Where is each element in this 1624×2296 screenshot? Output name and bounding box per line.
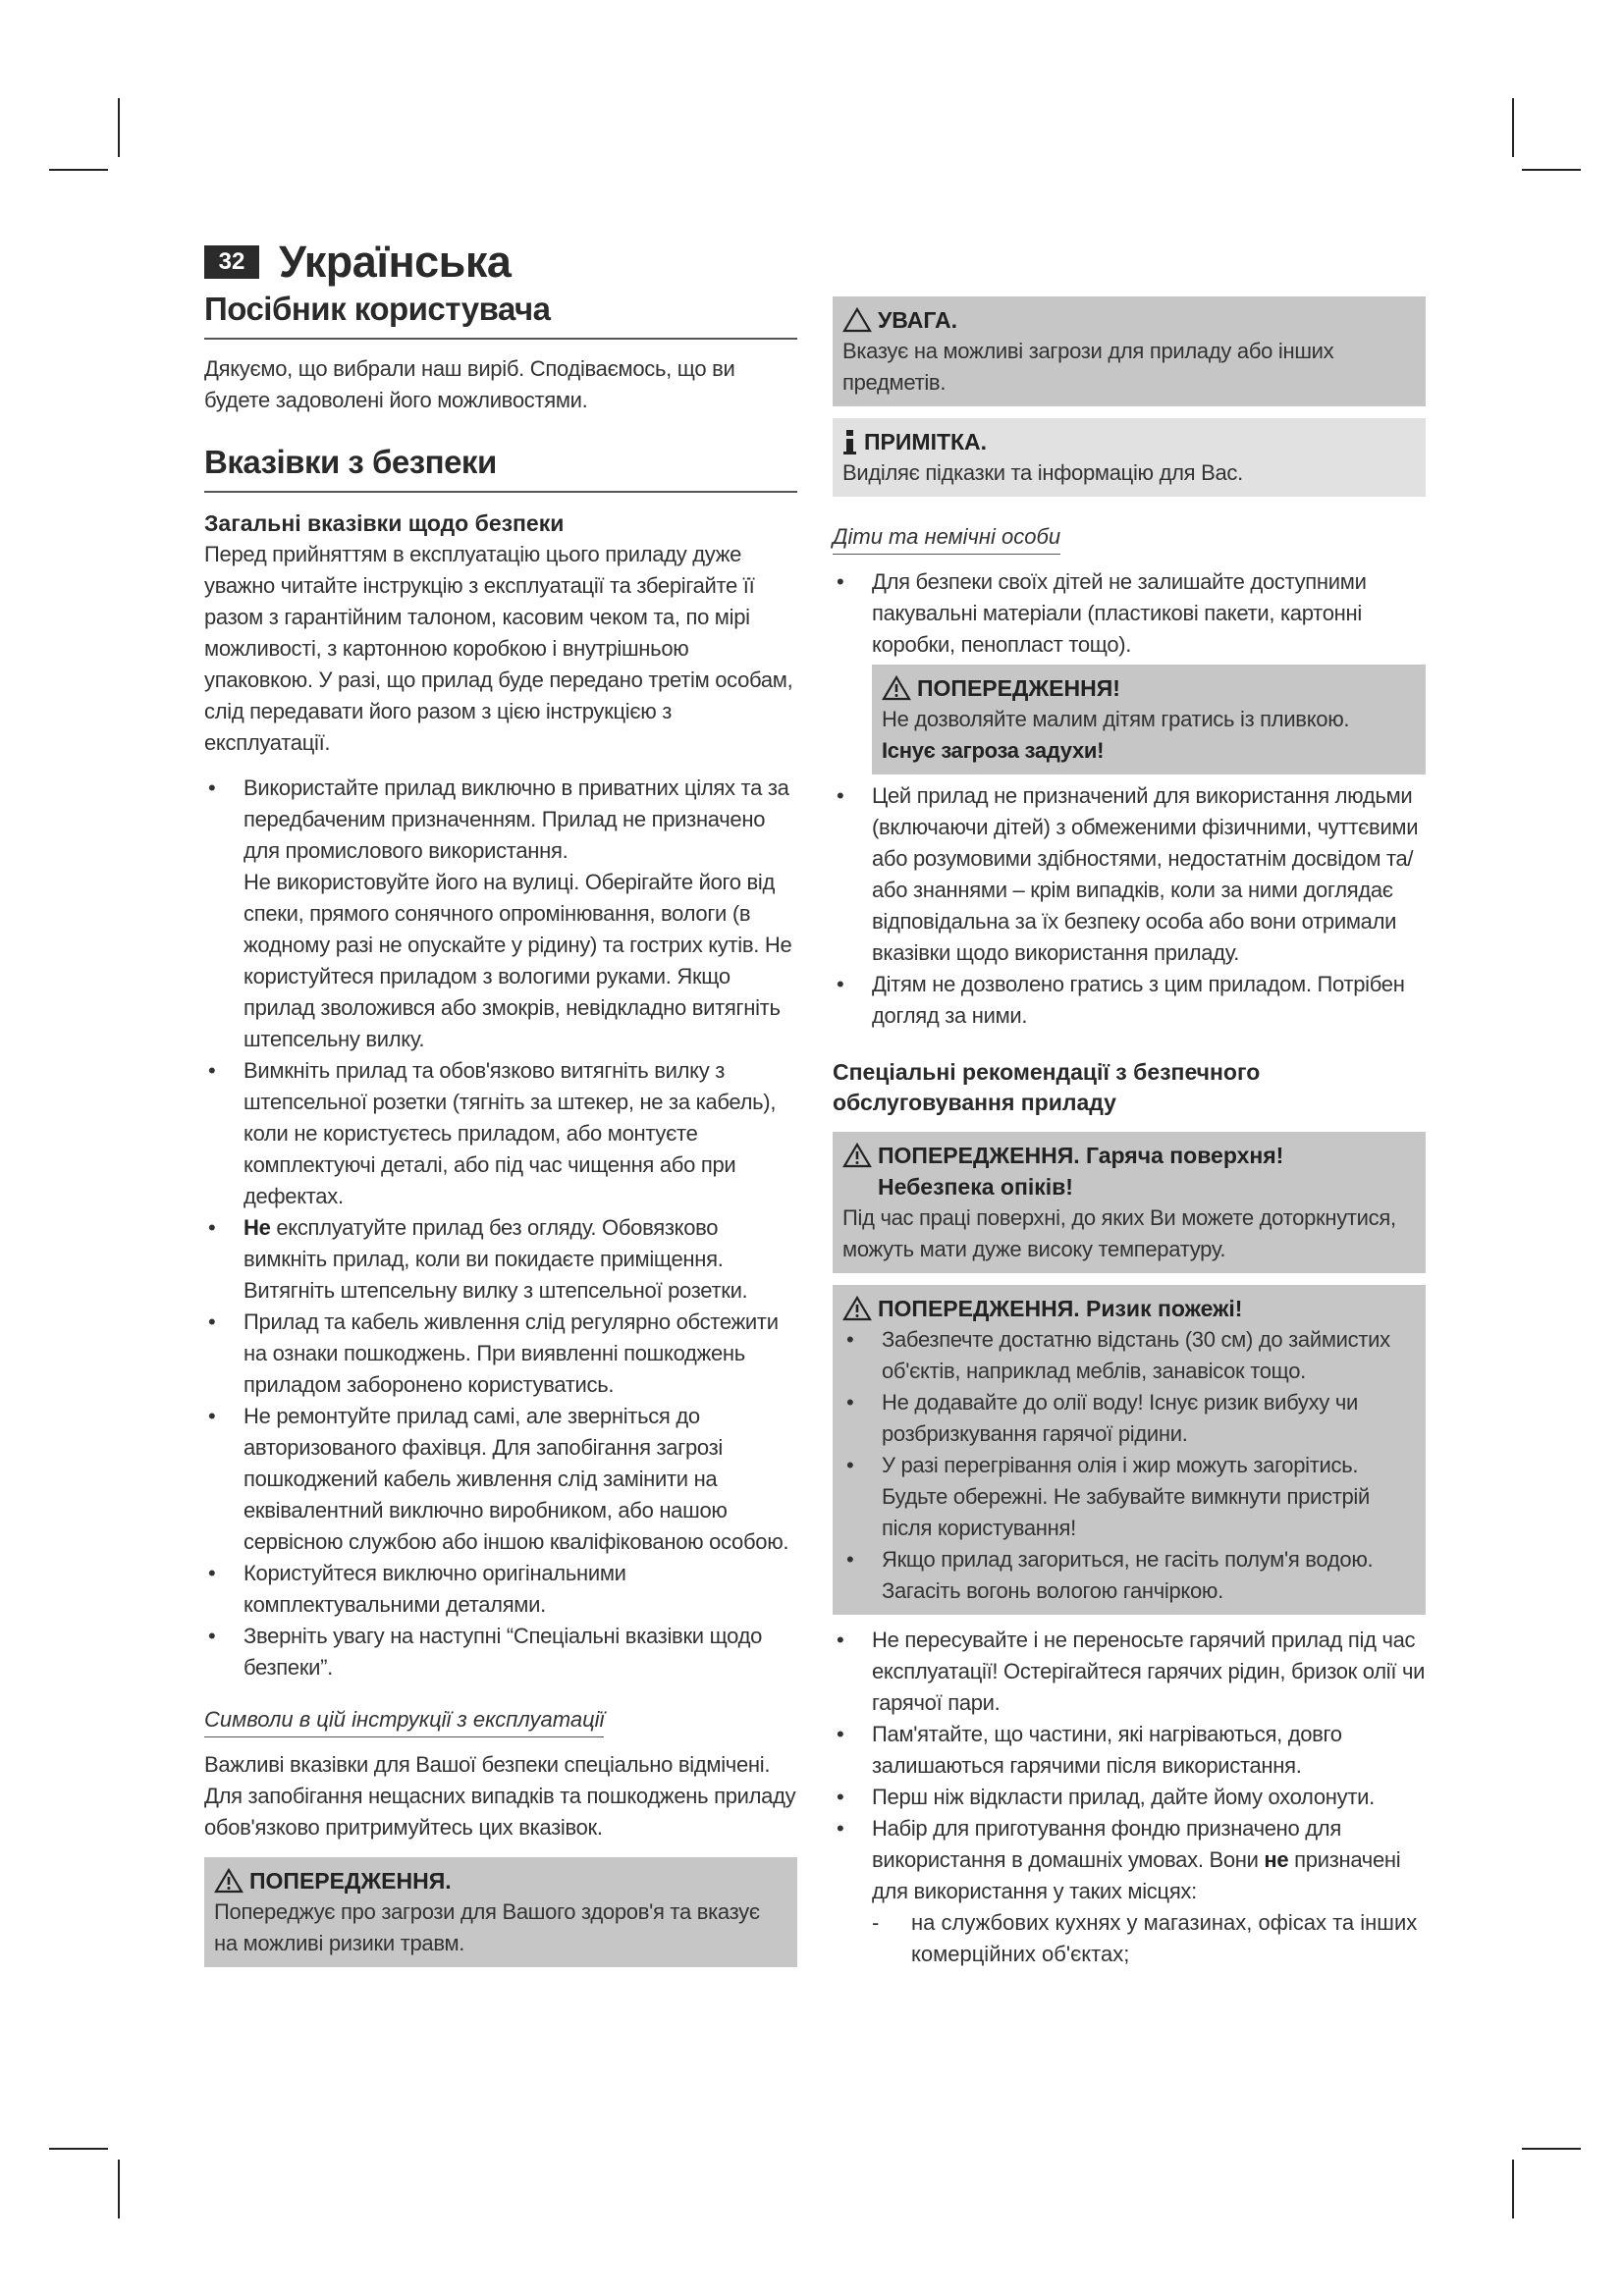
list-item: • Вимкніть прилад та обов'язково витягніть вилку з штепсельної розетки (тягніть за штекер, не за кабель), коли не користуєтесь приладом, або монтуєте комплектуючі деталі, або під час чищення або при дефектах. (208, 1058, 777, 1208)
caution-box-title: УВАГА. (878, 307, 957, 333)
warning-triangle-icon (214, 1868, 244, 1894)
list-item: • Використайте прилад виключно в приватних цілях та за передбаченим призначенням. Прилад не призначено для промислового використання. Не використовуйте його на вулиці. Оберігайте його від спеки, прямого сонячного опромінювання, вологи (в жодному разі не опускайте у рідину) та гострих кутів. Не користуйтеся приладом з вологими руками. Якщо прилад зволожився або змокрів, невідкладно витягніть штепсельну вилку. (208, 775, 792, 1051)
crop-mark (1522, 169, 1581, 171)
language-title: Українська (279, 237, 512, 287)
crop-mark (49, 169, 108, 171)
children-title: Діти та немічні особи (833, 524, 1060, 555)
list-item: • Дітям не дозволено гратись з цим приладом. Потрібен догляд за ними. (837, 972, 1405, 1028)
note-box (833, 418, 1426, 497)
list-item: • Не ремонтуйте прилад самі, але зверніться до авторизованого фахівця. Для запобігання загрозі пошкоджений кабель живлення слід замінити на еквівалентний виключно виробником, або нашою сервісною службою або іншою кваліфікованою особою. (208, 1404, 789, 1554)
warning-box (204, 1857, 797, 1967)
safety-list (204, 773, 797, 1683)
note-box-title: ПРИМІТКА. (864, 429, 988, 454)
symbols-title: Символи в цій інструкції з експлуатації (204, 1707, 604, 1737)
list-item: • Не пересувайте і не переносьте гарячий прилад під час експлуатації! Остерігайтеся гарячих рідин, бризок олії чи гарячої пари. (837, 1628, 1426, 1715)
film-warning-text: Не дозволяйте малим дітям гратись із пливкою. (882, 707, 1350, 731)
info-icon (842, 428, 858, 455)
fire-box-title: ПОПЕРЕДЖЕННЯ. Ризик пожежі! (878, 1296, 1243, 1321)
hot-surface-title-bold: ПОПЕРЕДЖЕННЯ (878, 1143, 1074, 1168)
hot-surface-title-line2: Небезпека опіків! (878, 1174, 1073, 1200)
list-item: • Цей прилад не призначений для використання людьми (включаючи дітей) з обмеженими фізичними, чуттєвими або розумовими здібностями, недостатнім досвідом та/або знаннями – крім випадків, коли за ними доглядає відповідальна за їх безпеку особа або вони отримали вказівки щодо використання приладу. (837, 783, 1419, 965)
list-item: • Для безпеки своїх дітей не залишайте доступними пакувальні матеріали (пластикові пакети, картонні коробки, пенопласт тощо). (837, 569, 1367, 657)
list-item: • Не експлуатуйте прилад без огляду. Обовязково вимкніть прилад, коли ви покидаєте приміщення. Витягніть штепсельну вилку з штепсельної розетки. (208, 1215, 748, 1303)
list-item: • Забезпечте достатню відстань (30 см) до займистих об'єктів, наприклад меблів, занавісок тощо. (846, 1327, 1390, 1383)
warning-box-text: Попереджує про загрози для Вашого здоров'я та вказує на можливі ризики травм. (214, 1899, 760, 1955)
fire-list (842, 1324, 1416, 1607)
children-list-2 (833, 780, 1426, 1032)
film-warning-box (872, 665, 1426, 774)
crop-mark (118, 98, 120, 157)
safety-title: Вказівки з безпеки (204, 444, 797, 493)
page-header (204, 238, 511, 287)
sub-list-item: - на службових кухнях у магазинах, офісах та інших комерційних об'єктах; (872, 1910, 1418, 1966)
list-item: • Зверніть увагу на наступні “Спеціальні вказівки щодо безпеки”. (208, 1624, 763, 1680)
manual-title: Посібник користувача (204, 291, 797, 340)
right-column (833, 296, 1426, 1970)
general-safety-title: Загальні вказівки щодо безпеки (204, 510, 565, 536)
warning-triangle-icon (842, 1143, 872, 1168)
hot-surface-title-rest: . Гаряча поверхня! (1073, 1143, 1284, 1168)
list-item: • Перш ніж відкласти прилад, дайте йому охолонути. (837, 1785, 1375, 1809)
left-column (204, 291, 797, 1967)
warning-triangle-icon (842, 1296, 872, 1321)
warning-box-title: ПОПЕРЕДЖЕННЯ. (249, 1868, 452, 1894)
symbols-text: Важливі вказівки для Вашої безпеки спеціально відмічені. Для запобігання нещасних випадків та пошкоджень приладу обов'язково притримуйтесь цих вказівок. (204, 1752, 796, 1840)
page-number: 32 (204, 245, 259, 279)
list-item: • Набір для приготування фондю призначено для використання в домашніх умовах. Вони не призначені для використання у таких місцях: (837, 1816, 1401, 1903)
list-item: • У разі перегрівання олія і жир можуть загорітись. Будьте обережні. Не забувайте вимкнути пристрій після користування! (846, 1453, 1371, 1540)
hot-surface-text: Під час праці поверхні, до яких Ви можете доторкнутися, можуть мати дуже високу температуру. (842, 1205, 1396, 1261)
crop-mark (1522, 2148, 1581, 2150)
special-title: Спеціальні рекомендації з безпечного обслуговування приладу (833, 1059, 1261, 1115)
general-safety-text: Перед прийняттям в експлуатацію цього приладу дуже уважно читайте інструкцію з експлуатації та зберігайте її разом з гарантійним талоном, касовим чеком та, по мірі можливості, з картонною коробкою і внутрішньою упаковкою. У разі, що прилад буде передано третім особам, слід передавати його разом з цією інструкцією з експлуатації. (204, 542, 793, 755)
crop-mark (118, 2160, 120, 2218)
fire-box (833, 1285, 1426, 1615)
film-warning-bold: Існує загроза задухи! (882, 738, 1105, 763)
children-list (833, 566, 1426, 661)
caution-box-text: Вказує на можливі загрози для приладу або інших предметів. (842, 339, 1334, 395)
handling-list (833, 1625, 1426, 1907)
note-box-text: Виділяє підказки та інформацію для Вас. (842, 460, 1243, 485)
list-item: • Прилад та кабель живлення слід регулярно обстежити на ознаки пошкоджень. При виявленні пошкоджень приладом заборонено користуватись. (208, 1309, 779, 1397)
caution-triangle-icon (842, 307, 872, 333)
intro-text: Дякуємо, що вибрали наш виріб. Сподіваємось, що ви будете задоволені його можливостями. (204, 356, 735, 412)
caution-box (833, 296, 1426, 406)
list-item: • Пам'ятайте, що частини, які нагріваються, довго залишаються гарячими після використання. (837, 1722, 1342, 1778)
hot-surface-box (833, 1132, 1426, 1273)
crop-mark (49, 2148, 108, 2150)
list-item: • Якщо прилад загориться, не гасіть полум'я водою. Загасіть вогонь вологою ганчіркою. (846, 1547, 1374, 1603)
warning-triangle-icon (882, 675, 911, 701)
film-warning-title: ПОПЕРЕДЖЕННЯ! (917, 675, 1120, 701)
crop-mark (1512, 98, 1514, 157)
list-item: • Не додавайте до олії воду! Існує ризик вибуху чи розбризкування гарячої рідини. (846, 1390, 1358, 1446)
list-item: • Користуйтеся виключно оригінальними комплектувальними деталями. (208, 1561, 626, 1617)
crop-mark (1512, 2160, 1514, 2218)
